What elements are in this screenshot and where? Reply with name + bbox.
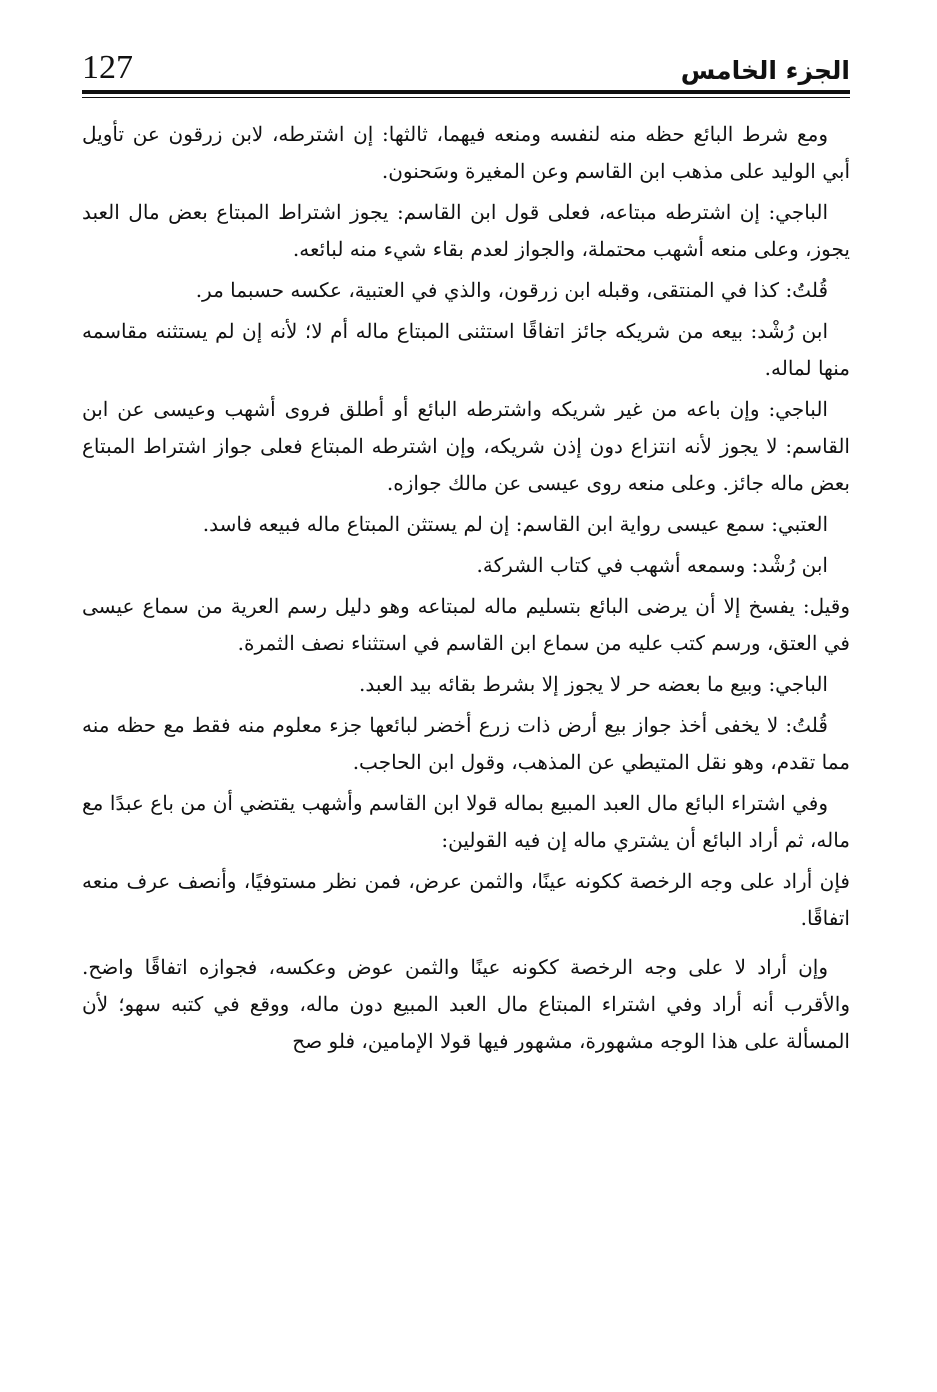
paragraph: وإن أراد لا على وجه الرخصة ككونه عينًا والثمن عوض وعكسه، فجوازه اتفاقًا واضح. والأقرب أنه أراد وفي اشتراء المبتاع مال العبد المبيع دون ماله، ووقع في كتبه سهو؛ لأن المسألة على هذا الوجه مشهورة، مشهور فيها قولا الإمامين، فلو صح	[82, 955, 850, 1053]
paragraph: الباجي: إن اشترطه مبتاعه، فعلى قول ابن القاسم: يجوز اشتراط المبتاع بعض مال العبد يجوز، وعلى منعه أشهب محتملة، والجواز لعدم بقاء شيء منه لبائعه.	[82, 200, 850, 261]
paragraph: وقيل: يفسخ إلا أن يرضى البائع بتسليم ماله لمبتاعه وهو دليل رسم العرية من سماع عيسى في العتق، ورسم كتب عليه من سماع ابن القاسم في استثناء نصف الثمرة.	[82, 594, 850, 655]
page-header	[82, 40, 850, 92]
paragraph: قُلتُ: لا يخفى أخذ جواز بيع أرض ذات زرع أخضر لبائعها جزء معلوم منه فقط مع حظه منه مما تقدم، وهو نقل المتيطي عن المذهب، وقول ابن الحاجب.	[82, 713, 850, 774]
paragraph: ابن رُشْد: بيعه من شريكه جائز اتفاقًا استثنى المبتاع ماله أم لا؛ لأنه إن لم يستثنه مقاسمه منها لماله.	[82, 319, 850, 380]
paragraph: وفي اشتراء البائع مال العبد المبيع بماله قولا ابن القاسم وأشهب يقتضي أن من باع عبدًا مع ماله، ثم أراد البائع أن يشتري ماله إن فيه القولين:	[82, 791, 850, 852]
paragraph: الباجي: وإن باعه من غير شريكه واشترطه البائع أو أطلق فروى أشهب وعيسى عن ابن القاسم: لا يجوز لأنه انتزاع دون إذن شريكه، وإن اشترطه المبتاع فعلى جواز اشتراط المبتاع بعض ماله جائز. وعلى منعه روى عيسى عن مالك جوازه.	[82, 397, 850, 495]
paragraph: العتبي: سمع عيسى رواية ابن القاسم: إن لم يستثن المبتاع ماله فبيعه فاسد.	[202, 512, 828, 536]
body-text	[82, 116, 850, 1064]
running-head: الجزء الخامس	[680, 56, 850, 85]
paragraph: فإن أراد على وجه الرخصة ككونه عينًا، والثمن عرض، فمن نظر مستوفيًا، وأنصف عرف منعه اتفاقًا.	[82, 869, 850, 930]
book-page	[82, 40, 850, 1370]
paragraph: ابن رُشْد: وسمعه أشهب في كتاب الشركة.	[476, 553, 828, 577]
header-rule-thick	[82, 90, 850, 94]
paragraph: ومع شرط البائع حظه منه لنفسه ومنعه فيهما، ثالثها: إن اشترطه، لابن زرقون عن تأويل أبي الوليد على مذهب ابن القاسم وعن المغيرة وسَحنون.	[82, 122, 850, 183]
page-number: 127	[82, 49, 133, 86]
paragraph: قُلتُ: كذا في المنتقى، وقبله ابن زرقون، والذي في العتبية، عكسه حسبما مر.	[195, 278, 828, 302]
header-rule-thin	[82, 97, 850, 98]
paragraph: الباجي: وبيع ما بعضه حر لا يجوز إلا بشرط بقائه بيد العبد.	[358, 672, 828, 696]
